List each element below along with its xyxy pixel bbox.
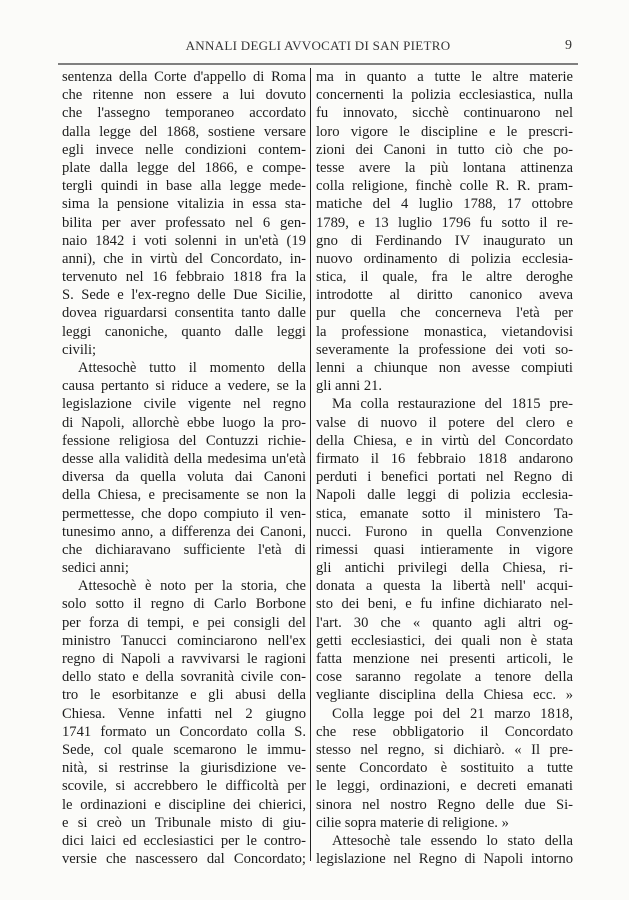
right-column [316,68,573,868]
text-line: sedici anni; [62,560,129,577]
text-line: plate dalla legge del 1866, e compe- [62,159,306,176]
text-line: matiche del 4 luglio 1788, 17 ottobre [316,196,573,213]
text-line: stesso nel regno, si dichiarò. « Il pre- [316,741,573,758]
text-line: Colla legge poi del 21 marzo 1818, [332,705,573,722]
text-line: Sede, col quale scemarono le immu- [62,741,306,758]
text-line: stica, emanate sotto il ministero Ta- [316,505,573,522]
text-line: stica, il quale, fra le altre deroghe [316,269,573,286]
text-line: gno di Ferdinando IV inaugurato un [316,232,573,249]
text-line: rimessi quasi intieramente in vigore [316,541,573,558]
text-line: tesse avere la più lontana attinenza [316,159,573,176]
text-line: dello stato e della sovranità civile con- [62,669,306,686]
text-line: Ma colla restaurazione del 1815 pre- [332,396,573,413]
text-line: anni), che in virtù del Concordato, in- [62,250,306,267]
text-line: gli anni 21. [316,378,383,395]
text-line: desse alla validità della medesima un'età [62,450,306,467]
text-line: bilita per aver professato nel 6 gen- [62,214,306,231]
text-line: regno di Napoli a ravvivarsi le ragioni [62,651,306,667]
text-line: Attesochè tale essendo lo stato della [332,832,573,849]
text-line: valse di nuovo il potere del clero e [316,414,573,431]
text-line: la professione monastica, vietandovisi [316,323,573,340]
text-line: le leggi, ordinazioni, e decreti emanati [316,778,573,795]
text-line: e si creò un Tribunale misto di giu- [62,814,306,831]
text-line: 1789, e 13 luglio 1796 fu sotto il re- [316,214,573,231]
text-line: le ordinazioni e discipline dei chierici, [62,796,306,813]
text-line: zioni dei Canoni in tutto ciò che po- [316,141,573,158]
left-column [62,68,306,868]
text-line: permettesse, che dopo compiuto il ven- [62,505,306,522]
text-line: perduti i benefici portati nel Regno di [316,469,573,486]
text-line: concernenti la polizia ecclesiastica, nulla [316,87,573,104]
text-line: colla religione, finchè colle R. R. pram- [316,178,573,195]
text-line: sima la pensione vitalizia in essa sta- [62,196,306,213]
text-line: tervenuto nel 16 febbraio 1818 fra la [62,269,306,286]
text-line: cose saranno regolate a tenore della [316,669,573,686]
text-line: nità, si restrinse la giurisdizione ve- [62,760,306,777]
text-line: della Chiesa, e in virtù del Concordato [316,432,573,449]
text-line: getti ecclesiastici, dei quali non è stata [316,632,573,649]
text-line: legislazione nel Regno di Napoli intorno [316,851,573,868]
text-line: della Chiesa, e precisamente se non la [62,487,306,504]
text-line: lenni a chiunque non avesse compiuti [316,360,573,376]
text-line: severamente la professione dei voti so- [316,341,573,358]
text-line: Attesochè è noto per la storia, che [78,578,306,595]
text-line: che rese obbligatorio il Concordato [316,723,573,740]
text-line: che l'assegno temporaneo accordato [62,105,306,122]
text-line: Chiesa. Venne infatti nel 2 giugno [62,705,306,722]
text-line: egli invece nelle condizioni contem- [62,141,306,158]
text-line: fu innovato, sicchè continuarono nel [316,105,573,122]
text-line: dici laici ed ecclesiastici per le contro- [62,832,306,849]
text-line: scovile, si accrebbero le difficoltà per [62,778,306,795]
page-number: 9 [565,38,572,53]
text-line: per forza di tempi, e pei consigli del [62,614,306,631]
text-line: pur quella che concerneva l'età per [316,305,573,322]
text-line: naio 1842 i voti solenni in un'età (19 [62,232,306,249]
text-line: ministro Tanucci cominciarono nell'ex [62,632,306,649]
text-line: dovea riguardarsi consentita tanto dalle [62,305,306,322]
text-line: diversa da quella voluta dai Canoni [62,469,306,486]
page-header [62,38,574,58]
text-line: l'art. 30 che « quanto agli altri og- [316,614,573,631]
text-line: sente Concordato è sostituito a tutte [316,760,573,777]
text-line: ma in quanto a tutte le altre materie [316,69,573,85]
text-line: di Napoli, allorchè ebbe luogo la pro- [62,414,306,431]
text-line: causa pertanto si riduce a vedere, se la [62,378,306,395]
text-line: 1741 formato un Concordato colla S. [62,723,306,740]
text-line: versie che nascessero dal Concordato; [62,851,306,868]
text-line: tunesimo anno, a differenza dei Canoni, [62,523,306,540]
text-line: sentenza della Corte d'appello di Roma [62,69,306,85]
text-line: nucci. Furono in quella Convenzione [316,523,573,540]
text-line: cilie sopra materie di religione. » [316,814,509,831]
text-line: Attesochè tutto il momento della [78,360,306,376]
text-line: dalla legge del 1868, sostiene versare [62,123,306,140]
header-rule [58,63,578,65]
text-line: civili; [62,341,97,358]
column-divider [310,68,311,861]
text-line: donata a questa la libertà nell' acqui- [316,578,573,595]
text-line: tergli quindi in base alla legge mede- [62,178,306,195]
text-line: sto dei beni, e fu infine dichiarato nel- [316,596,573,613]
text-line: Napoli dalle leggi di polizia ecclesia- [316,487,573,504]
text-line: che ritenne non essere a lui dovuto [62,87,306,104]
text-line: introdotte al diritto canonico aveva [316,287,573,304]
text-line: loro vigore le discipline e le prescri- [316,123,573,140]
text-line: vegliante disciplina della Chiesa ecc. » [316,687,573,704]
text-line: solo sotto il regno di Carlo Borbone [62,596,306,613]
text-line: che dichiaravano sufficiente l'età di [62,541,306,558]
text-line: sinora nel nostro Regno delle due Si- [316,796,573,813]
text-line: S. Sede e l'ex-regno delle Due Sicilie, [62,287,306,304]
text-line: nuovo ordinamento di polizia ecclesia- [316,250,573,267]
text-line: leggi canoniche, quanto dalle leggi [62,323,306,340]
text-line: firmato il 16 febbraio 1818 andarono [316,450,573,467]
running-title: ANNALI DEGLI AVVOCATI DI SAN PIETRO [185,38,451,53]
text-line: legislazione civile vigente nel regno [62,396,306,413]
text-line: fessione religiosa del Contuzzi richie- [62,432,306,449]
text-line: fatta menzione nei presenti articoli, le [316,651,573,667]
text-line: tro le esorbitanze e gli abusi della [62,687,306,704]
text-line: gli antichi privilegi della Chiesa, ri- [316,560,573,577]
